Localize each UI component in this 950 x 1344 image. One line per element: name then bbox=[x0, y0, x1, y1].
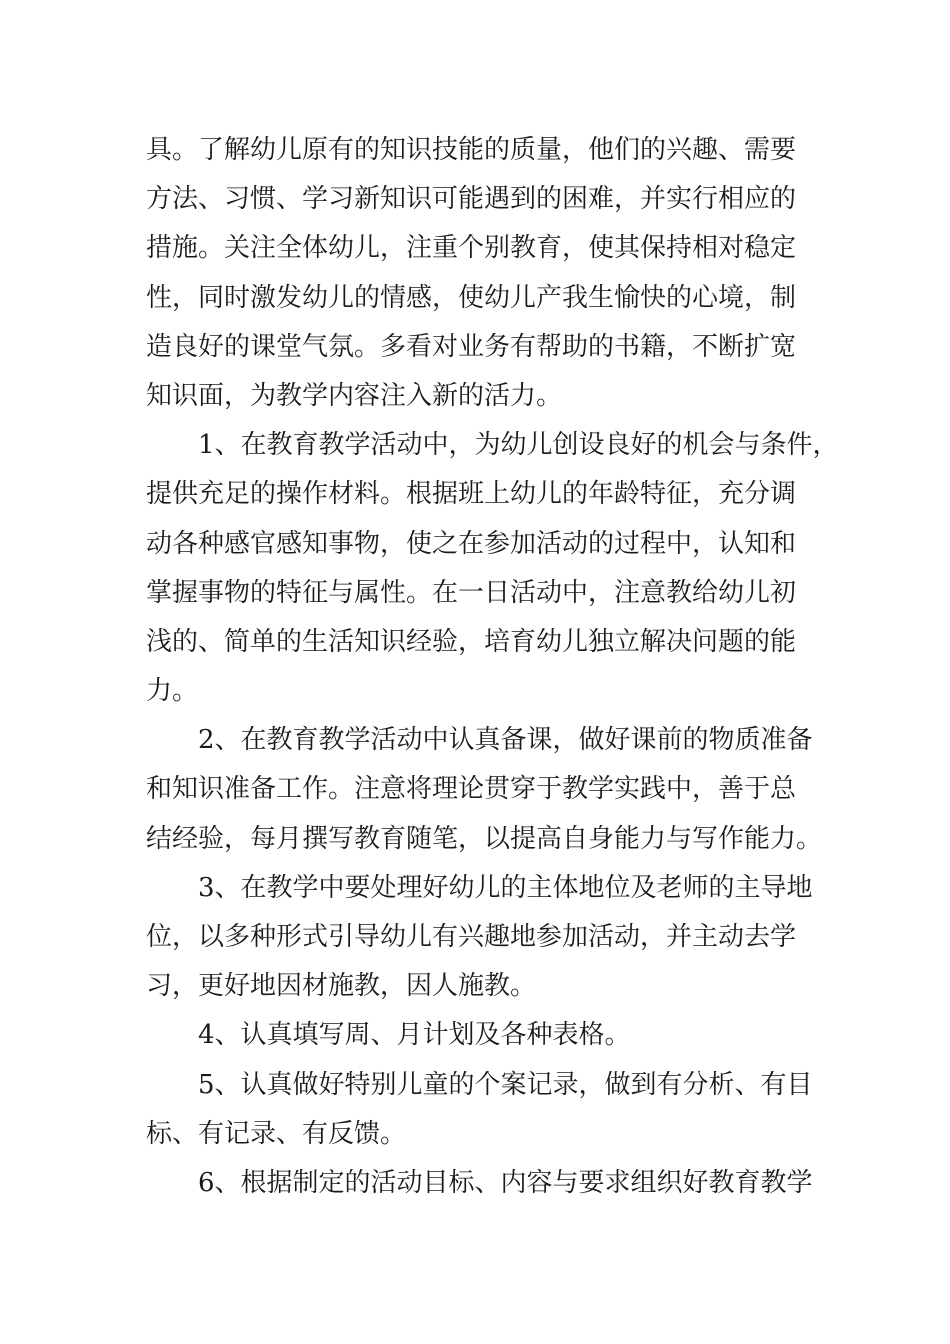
list-item-4: 4、认真填写周、月计划及各种表格。 bbox=[198, 1020, 631, 1051]
text-line: 提供充足的操作材料。根据班上幼儿的年龄特征，充分调 bbox=[146, 479, 797, 510]
document-body bbox=[146, 126, 839, 1208]
list-item-3-start: 3、在教学中要处理好幼儿的主体地位及老师的主导地 bbox=[198, 872, 813, 903]
text-line: 力。 bbox=[146, 676, 199, 707]
list-item-5-start: 5、认真做好特别儿童的个案记录，做到有分析、有目 bbox=[198, 1069, 813, 1100]
text-line: 习，更好地因材施教，因人施教。 bbox=[146, 971, 537, 1002]
text-line: 位，以多种形式引导幼儿有兴趣地参加活动，并主动去学 bbox=[146, 922, 797, 952]
text-line: 造良好的课堂气氛。多看对业务有帮助的书籍，不断扩宽 bbox=[146, 331, 797, 362]
text-line: 性，同时激发幼儿的情感，使幼儿产我生愉快的心境，制 bbox=[146, 282, 797, 313]
text-line: 措施。关注全体幼儿，注重个别教育，使其保持相对稳定 bbox=[146, 233, 797, 264]
text-line: 结经验，每月撰写教育随笔，以提高自身能力与写作能力。 bbox=[146, 823, 823, 854]
text-line: 掌握事物的特征与属性。在一日活动中，注意教给幼儿初 bbox=[146, 577, 797, 608]
text-line: 具。了解幼儿原有的知识技能的质量，他们的兴趣、需要 bbox=[146, 135, 797, 165]
list-item-2-start: 2、在教育教学活动中认真备课，做好课前的物质准备 bbox=[198, 725, 813, 756]
text-line: 和知识准备工作。注意将理论贯穿于教学实践中，善于总 bbox=[146, 774, 797, 805]
list-item-1-start: 1、在教育教学活动中，为幼儿创设良好的机会与条件， bbox=[198, 430, 839, 461]
text-line: 方法、习惯、学习新知识可能遇到的困难，并实行相应的 bbox=[146, 184, 797, 215]
text-line: 知识面，为教学内容注入新的活力。 bbox=[146, 380, 563, 411]
text-line: 动各种感官感知事物，使之在参加活动的过程中，认知和 bbox=[146, 528, 797, 559]
list-item-6-start: 6、根据制定的活动目标、内容与要求组织好教育教学 bbox=[198, 1167, 813, 1198]
text-line: 标、有记录、有反馈。 bbox=[146, 1118, 407, 1149]
text-line: 浅的、简单的生活知识经验，培育幼儿独立解决问题的能 bbox=[146, 626, 797, 657]
